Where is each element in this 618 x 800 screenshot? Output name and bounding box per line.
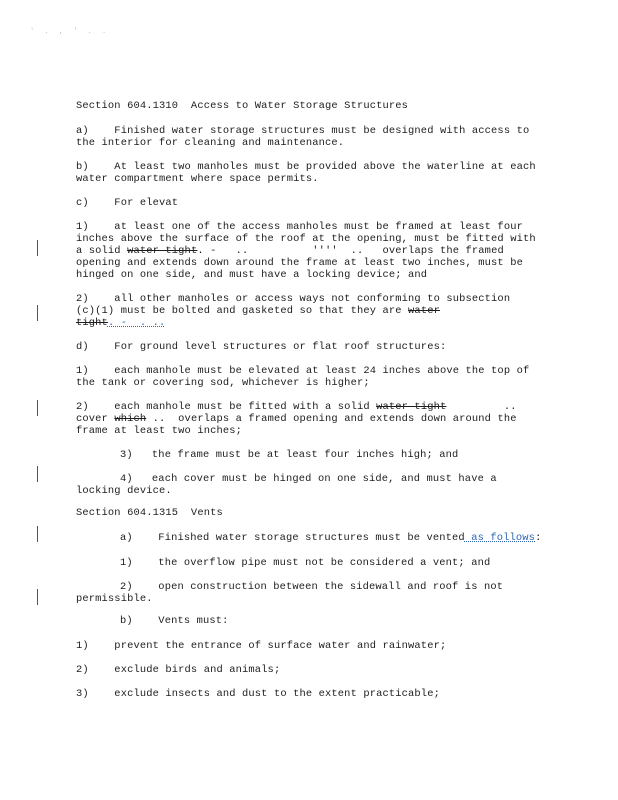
vents-para-a2: permissible. — [76, 593, 153, 605]
para-c-line: c) For elevat — [76, 197, 179, 209]
inserted-text: as follows — [464, 532, 536, 544]
para-c1-line: opening and extends down around the frame at least two inches, must be — [76, 257, 523, 269]
para-c2-line — [76, 317, 165, 329]
para-d2-line — [76, 401, 517, 413]
text-run: cover — [76, 413, 115, 425]
revision-bar — [37, 589, 38, 605]
para-c1-line — [76, 245, 504, 257]
vents-para-a1: 1) the overflow pipe must not be considered a vent; and — [120, 557, 491, 569]
struck-text: tight — [76, 317, 108, 329]
para-a-line: the interior for cleaning and maintenance. — [76, 137, 345, 149]
inserted-text: . - . .. — [107, 317, 166, 329]
text-run: a solid — [76, 245, 128, 257]
para-d1-line: the tank or covering sod, whichever is higher; — [76, 377, 370, 389]
revision-bar — [37, 400, 38, 416]
struck-text: water — [408, 305, 440, 317]
revision-bar — [37, 526, 38, 542]
text-run: .. — [446, 401, 517, 413]
para-c2-line — [76, 305, 440, 317]
para-a-line: a) Finished water storage structures must be designed with access to — [76, 125, 530, 137]
revision-bar — [37, 305, 38, 321]
revision-bar — [37, 240, 38, 256]
vents-para-a2: 2) open construction between the sidewall and roof is not — [120, 581, 504, 593]
vents-para-b1: 1) prevent the entrance of surface water and rainwater; — [76, 640, 447, 652]
para-d4-line: locking device. — [76, 485, 172, 497]
para-c2-line: 2) all other manholes or access ways not conforming to subsection — [76, 293, 511, 305]
section-1310-heading: Section 604.1310 Access to Water Storage Structures — [76, 100, 409, 112]
vents-para-b: b) Vents must: — [120, 615, 229, 627]
struck-text: water tight — [376, 401, 447, 413]
text-run: .. overlaps a framed opening and extends down around the — [146, 413, 517, 425]
para-d-line: d) For ground level structures or flat roof structures: — [76, 341, 447, 353]
para-b-line: b) At least two manholes must be provided above the waterline at each — [76, 161, 536, 173]
para-d4-line: 4) each cover must be hinged on one side, and must have a — [120, 473, 497, 485]
text-run: . - .. '''' .. overlaps the framed — [197, 245, 504, 257]
para-b-line: water compartment where space permits. — [76, 173, 319, 185]
revision-bar — [37, 466, 38, 482]
vents-para-a — [120, 532, 541, 544]
scan-smudge: ' . , ' . . — [30, 28, 110, 36]
vents-para-b2: 2) exclude birds and animals; — [76, 664, 281, 676]
para-d1-line: 1) each manhole must be elevated at least 24 inches above the top of — [76, 365, 530, 377]
section-1315-heading: Section 604.1315 Vents — [76, 507, 223, 519]
text-run: : — [535, 532, 542, 544]
text-run: a) Finished water storage structures must be vented — [120, 532, 465, 544]
struck-text: which — [114, 413, 147, 425]
para-d2-line — [76, 413, 517, 425]
para-c1-line: hinged on one side, and must have a locking device; and — [76, 269, 428, 281]
vents-para-b3: 3) exclude insects and dust to the extent practicable; — [76, 688, 440, 700]
text-run: 2) each manhole must be fitted with a solid — [76, 401, 377, 413]
para-d2-line: frame at least two inches; — [76, 425, 243, 437]
text-run: (c)(1) must be bolted and gasketed so that they are — [76, 305, 409, 317]
struck-text: water tight — [127, 245, 198, 257]
para-c1-line: 1) at least one of the access manholes must be framed at least four — [76, 221, 523, 233]
para-c1-line: inches above the surface of the roof at the opening, must be fitted with — [76, 233, 536, 245]
para-d3-line: 3) the frame must be at least four inches high; and — [120, 449, 459, 461]
